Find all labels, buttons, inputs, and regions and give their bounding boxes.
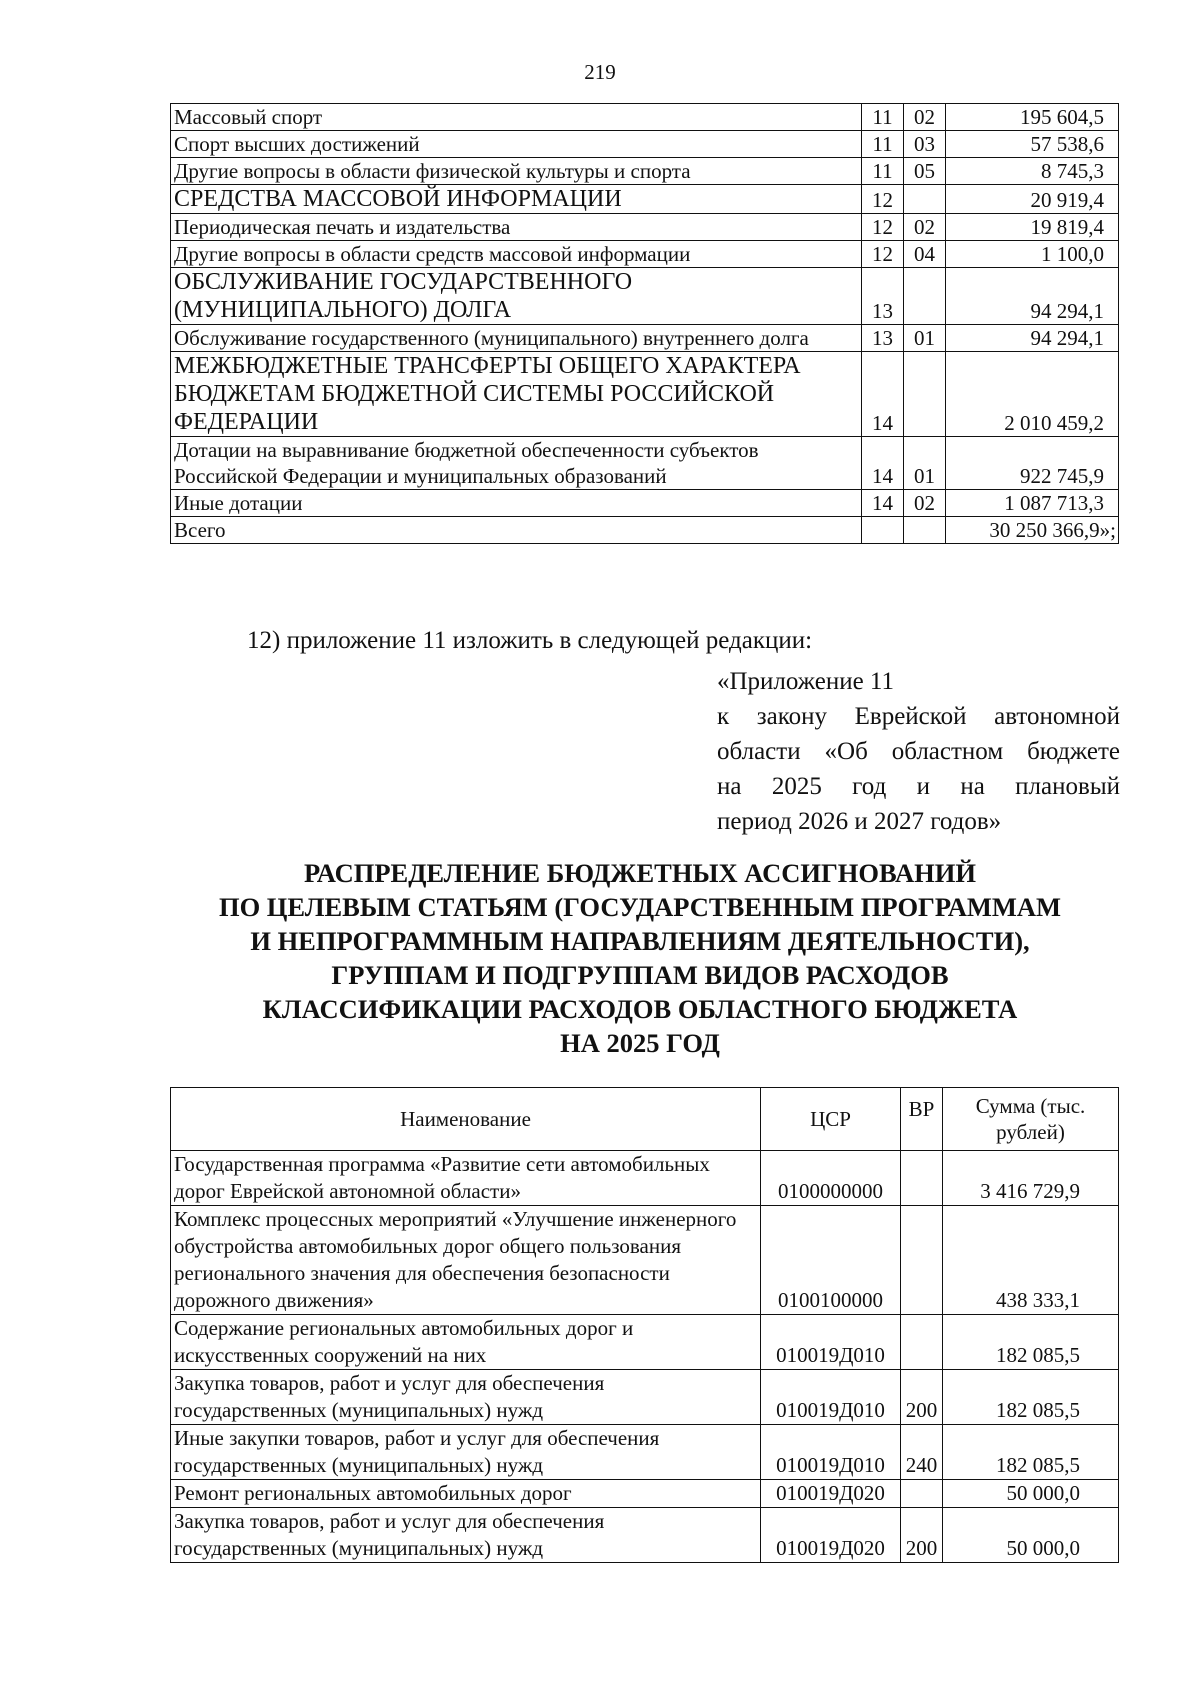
row-name: Закупка товаров, работ и услуг для обеспечения государственных (муниципальных) нужд <box>171 1508 761 1563</box>
section-code: 12 <box>862 241 904 268</box>
appendix-line: области «Об областном бюджете <box>717 738 1120 765</box>
row-csr: 0100100000 <box>761 1206 901 1315</box>
table-row <box>171 214 1119 241</box>
table-row <box>171 1370 1119 1425</box>
row-sum: 50 000,0 <box>943 1480 1119 1508</box>
subsection-code <box>904 352 946 437</box>
page-number: 219 <box>584 60 616 84</box>
section-code: 12 <box>862 185 904 214</box>
target-articles-table <box>170 1087 1119 1563</box>
row-name: МЕЖБЮДЖЕТНЫЕ ТРАНСФЕРТЫ ОБЩЕГО ХАРАКТЕРА БЮДЖЕТАМ БЮДЖЕТНОЙ СИСТЕМЫ РОССИЙСКОЙ ФЕДЕРАЦИИ <box>171 352 862 437</box>
row-name: Дотации на выравнивание бюджетной обеспеченности субъектов Российской Федерации и муниципальных образований <box>171 437 862 490</box>
table-row <box>171 352 1119 437</box>
table-row <box>171 131 1119 158</box>
row-name: Спорт высших достижений <box>171 131 862 158</box>
row-sum: 19 819,4 <box>946 214 1119 241</box>
appendix-line: к закону Еврейской автономной <box>717 703 1120 730</box>
row-name: Массовый спорт <box>171 104 862 131</box>
row-name: Иные закупки товаров, работ и услуг для обеспечения государственных (муниципальных) нужд <box>171 1425 761 1480</box>
table-header-row <box>171 1088 1119 1151</box>
section-code: 13 <box>862 325 904 352</box>
total-row <box>171 517 1119 544</box>
row-name: ОБСЛУЖИВАНИЕ ГОСУДАРСТВЕННОГО (МУНИЦИПАЛЬНОГО) ДОЛГА <box>171 268 862 325</box>
document-heading <box>180 856 1100 1060</box>
table-row <box>171 158 1119 185</box>
row-vr <box>901 1480 943 1508</box>
subsection-code <box>904 185 946 214</box>
header-vr: ВР <box>901 1088 943 1151</box>
section-code: 12 <box>862 214 904 241</box>
budget-sections-table <box>170 103 1119 544</box>
row-sum: 50 000,0 <box>943 1508 1119 1563</box>
row-vr <box>901 1315 943 1370</box>
row-csr: 010019Д010 <box>761 1315 901 1370</box>
row-sum: 94 294,1 <box>946 268 1119 325</box>
row-sum: 2 010 459,2 <box>946 352 1119 437</box>
row-name: Обслуживание государственного (муниципального) внутреннего долга <box>171 325 862 352</box>
row-sum: 20 919,4 <box>946 185 1119 214</box>
table-row <box>171 1508 1119 1563</box>
row-csr: 010019Д010 <box>761 1425 901 1480</box>
row-name: Закупка товаров, работ и услуг для обеспечения государственных (муниципальных) нужд <box>171 1370 761 1425</box>
table-row <box>171 1151 1119 1206</box>
heading-line: И НЕПРОГРАММНЫМ НАПРАВЛЕНИЯМ ДЕЯТЕЛЬНОСТИ), <box>250 926 1030 956</box>
appendix-line: на 2025 год и на плановый <box>717 773 1120 800</box>
total-sum: 30 250 366,9»; <box>946 517 1119 544</box>
row-sum: 922 745,9 <box>946 437 1119 490</box>
table-row <box>171 1425 1119 1480</box>
subsection-code: 02 <box>904 490 946 517</box>
header-csr: ЦСР <box>761 1088 901 1151</box>
row-vr: 200 <box>901 1370 943 1425</box>
table-row <box>171 490 1119 517</box>
instruction-text: 12) приложение 11 изложить в следующей редакции: <box>247 627 813 654</box>
row-sum: 8 745,3 <box>946 158 1119 185</box>
appendix-line: период 2026 и 2027 годов» <box>717 808 1002 835</box>
row-sum: 438 333,1 <box>943 1206 1119 1315</box>
row-sum: 94 294,1 <box>946 325 1119 352</box>
row-vr <box>901 1151 943 1206</box>
subsection-code: 05 <box>904 158 946 185</box>
row-vr: 200 <box>901 1508 943 1563</box>
table-row <box>171 1480 1119 1508</box>
section-code: 11 <box>862 158 904 185</box>
heading-line: КЛАССИФИКАЦИИ РАСХОДОВ ОБЛАСТНОГО БЮДЖЕТА <box>262 994 1018 1024</box>
row-name: Содержание региональных автомобильных дорог и искусственных сооружений на них <box>171 1315 761 1370</box>
row-sum: 182 085,5 <box>943 1315 1119 1370</box>
row-sum: 195 604,5 <box>946 104 1119 131</box>
row-csr: 0100000000 <box>761 1151 901 1206</box>
table-row <box>171 185 1119 214</box>
row-csr: 010019Д020 <box>761 1508 901 1563</box>
table-row <box>171 268 1119 325</box>
row-sum: 1 087 713,3 <box>946 490 1119 517</box>
header-sum: Сумма (тыс. рублей) <box>943 1088 1119 1151</box>
row-name: Другие вопросы в области средств массовой информации <box>171 241 862 268</box>
subsection-code: 01 <box>904 325 946 352</box>
row-vr <box>901 1206 943 1315</box>
heading-line: ГРУППАМ И ПОДГРУППАМ ВИДОВ РАСХОДОВ <box>331 960 949 990</box>
row-vr: 240 <box>901 1425 943 1480</box>
section-code: 14 <box>862 352 904 437</box>
row-name: Иные дотации <box>171 490 862 517</box>
table-row <box>171 241 1119 268</box>
appendix-block <box>717 664 1120 839</box>
row-name: Ремонт региональных автомобильных дорог <box>171 1480 761 1508</box>
row-csr: 010019Д020 <box>761 1480 901 1508</box>
heading-line: ПО ЦЕЛЕВЫМ СТАТЬЯМ (ГОСУДАРСТВЕННЫМ ПРОГРАММАМ <box>218 892 1062 922</box>
section-code: 11 <box>862 131 904 158</box>
row-sum: 182 085,5 <box>943 1370 1119 1425</box>
row-sum: 1 100,0 <box>946 241 1119 268</box>
subsection-code: 04 <box>904 241 946 268</box>
subsection-code <box>904 268 946 325</box>
section-code: 14 <box>862 437 904 490</box>
subsection-code: 02 <box>904 214 946 241</box>
row-sum: 57 538,6 <box>946 131 1119 158</box>
table-row <box>171 1315 1119 1370</box>
table-row <box>171 325 1119 352</box>
table-row <box>171 104 1119 131</box>
section-code: 13 <box>862 268 904 325</box>
section-code: 14 <box>862 490 904 517</box>
subsection-code: 02 <box>904 104 946 131</box>
total-label: Всего <box>171 517 862 544</box>
subsection-code: 01 <box>904 437 946 490</box>
row-name: Периодическая печать и издательства <box>171 214 862 241</box>
table-row <box>171 437 1119 490</box>
row-name: Государственная программа «Развитие сети автомобильных дорог Еврейской автономной области» <box>171 1151 761 1206</box>
heading-line: НА 2025 ГОД <box>560 1028 720 1058</box>
row-name: Комплекс процессных мероприятий «Улучшение инженерного обустройства автомобильных дорог общего пользования регионального значения для обеспечения безопасности дорожного движения» <box>171 1206 761 1315</box>
appendix-line: «Приложение 11 <box>717 668 895 695</box>
row-sum: 182 085,5 <box>943 1425 1119 1480</box>
row-name: Другие вопросы в области физической культуры и спорта <box>171 158 862 185</box>
row-name: СРЕДСТВА МАССОВОЙ ИНФОРМАЦИИ <box>171 185 862 214</box>
row-sum: 3 416 729,9 <box>943 1151 1119 1206</box>
row-csr: 010019Д010 <box>761 1370 901 1425</box>
heading-line: РАСПРЕДЕЛЕНИЕ БЮДЖЕТНЫХ АССИГНОВАНИЙ <box>303 858 977 888</box>
subsection-code: 03 <box>904 131 946 158</box>
section-code: 11 <box>862 104 904 131</box>
table-row <box>171 1206 1119 1315</box>
header-name: Наименование <box>171 1088 761 1151</box>
